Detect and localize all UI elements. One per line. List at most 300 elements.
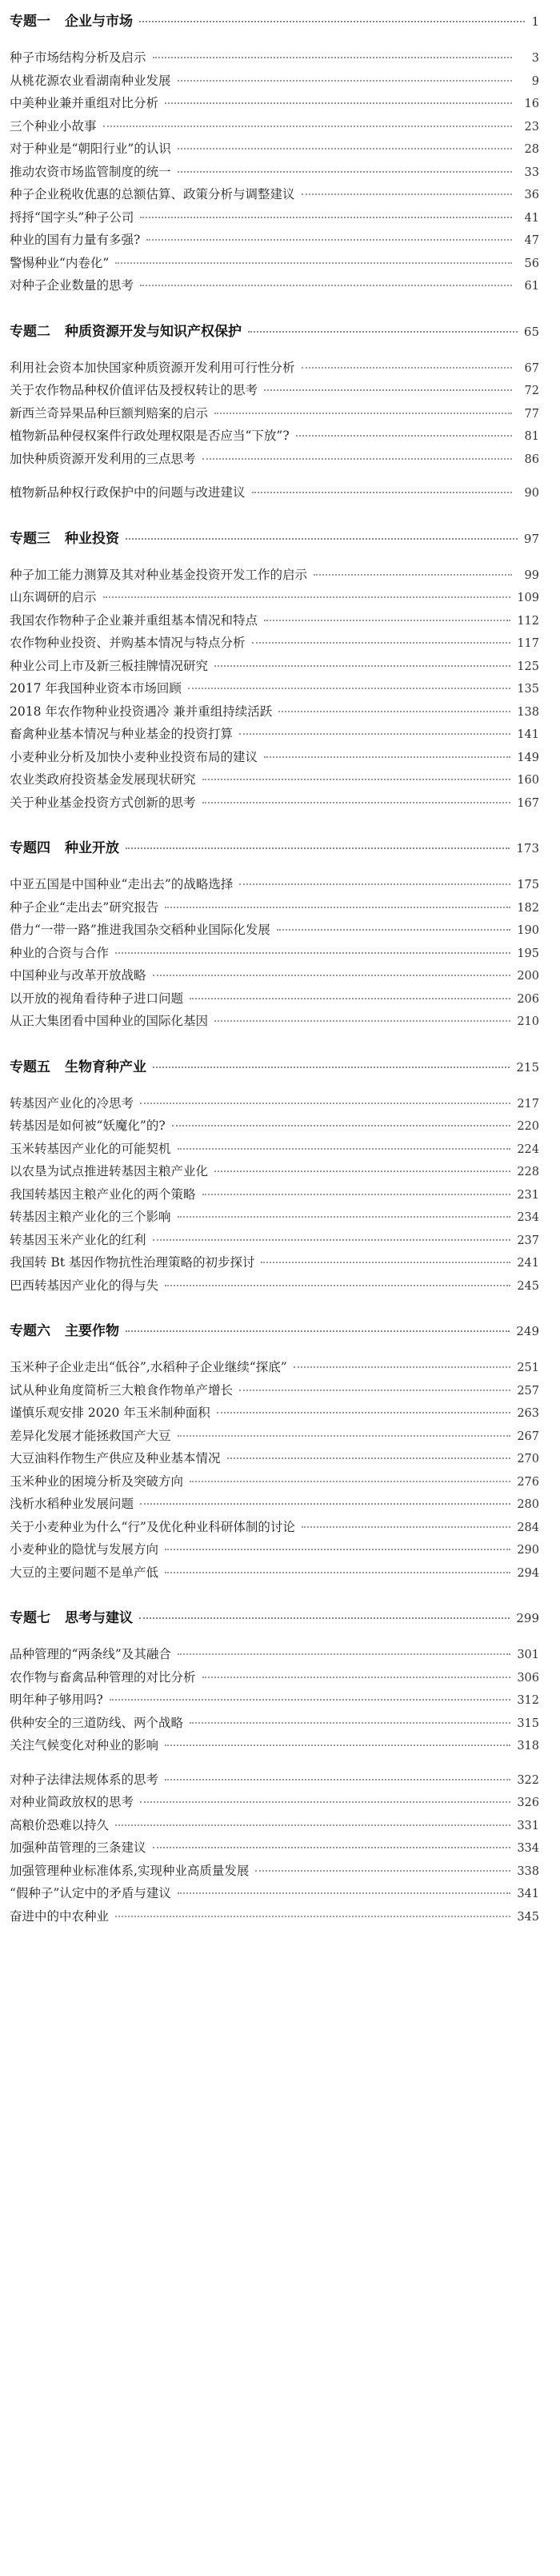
dot-leader bbox=[214, 413, 512, 414]
entry-title: 对种子企业数量的思考 bbox=[10, 278, 134, 293]
entry-page-number: 224 bbox=[517, 1142, 539, 1156]
entry-title: 2018 年农作物种业投资遇冷 兼并重组持续活跃 bbox=[10, 704, 273, 719]
group-spacer bbox=[10, 472, 539, 483]
toc-entry[interactable] bbox=[10, 162, 539, 185]
dot-leader bbox=[314, 574, 512, 576]
dot-leader bbox=[103, 126, 512, 127]
entry-page-number: 210 bbox=[517, 1015, 539, 1028]
entry-list bbox=[10, 48, 539, 299]
toc-entry[interactable] bbox=[10, 1816, 539, 1839]
entry-title: 巴西转基因产业化的得与失 bbox=[10, 1278, 159, 1293]
dot-leader bbox=[190, 1722, 510, 1724]
toc-section bbox=[10, 1606, 539, 1929]
entry-page-number: 280 bbox=[517, 1498, 539, 1511]
dot-leader bbox=[261, 1262, 510, 1263]
section-number: 专题六 bbox=[10, 1323, 50, 1339]
toc-entry[interactable] bbox=[10, 1713, 539, 1737]
section-title: 企业与市场 bbox=[65, 14, 133, 30]
toc-entry[interactable] bbox=[10, 1736, 539, 1759]
dot-leader bbox=[165, 1572, 510, 1573]
toc-entry[interactable] bbox=[10, 966, 539, 989]
section-number: 专题四 bbox=[10, 840, 50, 856]
entry-title: 转基因产业化的冷思考 bbox=[10, 1095, 134, 1111]
entry-list bbox=[10, 1358, 539, 1585]
dot-leader bbox=[165, 102, 512, 104]
entry-title: 种子市场结构分析及启示 bbox=[10, 50, 146, 65]
entry-page-number: 149 bbox=[517, 751, 539, 764]
entry-title: 以农垦为试点推进转基因主粮产业化 bbox=[10, 1164, 209, 1178]
toc-entry[interactable] bbox=[10, 1426, 539, 1449]
dot-leader bbox=[264, 389, 512, 391]
section-heading[interactable] bbox=[10, 320, 539, 352]
entry-title: 三个种业小故事 bbox=[10, 118, 97, 134]
dot-leader bbox=[178, 1435, 511, 1437]
entry-title: 2017 年我国种业资本市场回顾 bbox=[10, 681, 182, 696]
toc-entry[interactable] bbox=[10, 381, 539, 404]
entry-title: 浅析水稻种业发展问题 bbox=[10, 1497, 134, 1511]
toc-section bbox=[10, 527, 539, 816]
toc-section bbox=[10, 836, 539, 1035]
entry-title: 农作物与畜禽品种管理的对比分析 bbox=[10, 1669, 196, 1685]
toc-entry[interactable] bbox=[10, 1116, 539, 1139]
section-heading[interactable] bbox=[10, 1319, 539, 1351]
entry-page-number: 47 bbox=[524, 234, 539, 247]
toc-entry[interactable] bbox=[10, 1276, 539, 1299]
toc-entry[interactable] bbox=[10, 71, 539, 94]
toc-entry[interactable] bbox=[10, 1403, 539, 1426]
entry-page-number: 9 bbox=[531, 74, 539, 88]
entry-page-number: 263 bbox=[517, 1407, 539, 1420]
entry-page-number: 28 bbox=[524, 143, 539, 156]
entry-page-number: 322 bbox=[517, 1773, 539, 1787]
entry-title: 差异化发展才能拯救国产大豆 bbox=[10, 1428, 171, 1443]
toc-entry[interactable] bbox=[10, 449, 539, 473]
toc-entry[interactable] bbox=[10, 276, 539, 299]
dot-leader bbox=[202, 802, 511, 804]
toc-entry[interactable] bbox=[10, 139, 539, 162]
entry-title: 捋捋“国字头”种子公司 bbox=[10, 209, 134, 225]
dot-leader bbox=[178, 171, 512, 173]
toc-entry[interactable] bbox=[10, 793, 539, 816]
toc-entry[interactable] bbox=[10, 1094, 539, 1117]
section-number: 专题七 bbox=[10, 1610, 50, 1626]
toc-entry[interactable] bbox=[10, 1449, 539, 1472]
toc-entry[interactable] bbox=[10, 185, 539, 208]
dot-leader bbox=[248, 331, 518, 333]
entry-title: 我国转基因主粮产业化的两个策略 bbox=[10, 1186, 196, 1202]
toc-entry[interactable] bbox=[10, 117, 539, 140]
entry-page-number: 72 bbox=[524, 385, 539, 397]
toc-entry[interactable] bbox=[10, 724, 539, 748]
section-title: 思考与建议 bbox=[65, 1610, 133, 1626]
entry-title: 种子加工能力测算及其对种业基金投资开发工作的启示 bbox=[10, 567, 308, 582]
entry-page-number: 61 bbox=[524, 280, 539, 293]
dot-leader bbox=[165, 1285, 510, 1286]
toc-entry[interactable] bbox=[10, 1668, 539, 1691]
dot-leader bbox=[153, 1847, 511, 1848]
dot-leader bbox=[103, 596, 511, 598]
dot-leader bbox=[153, 1239, 511, 1241]
dot-leader bbox=[277, 929, 510, 931]
toc-entry[interactable] bbox=[10, 483, 539, 506]
toc-entry[interactable] bbox=[10, 48, 539, 71]
entry-page-number: 36 bbox=[524, 189, 539, 201]
toc-entry[interactable] bbox=[10, 1645, 539, 1668]
entry-title: 转基因是如何被“妖魔化”的? bbox=[10, 1119, 166, 1133]
entry-title: 种子企业税收优惠的总额估算、政策分析与调整建议 bbox=[10, 187, 295, 201]
toc-entry[interactable] bbox=[10, 1230, 539, 1254]
entry-title: 推动农资市场监管制度的统一 bbox=[10, 164, 171, 179]
entry-page-number: 117 bbox=[517, 637, 539, 650]
entry-list bbox=[10, 565, 539, 816]
dot-leader bbox=[202, 1677, 511, 1678]
entry-title: 品种管理的“两条线”及其融合 bbox=[10, 1647, 171, 1661]
toc-entry[interactable] bbox=[10, 358, 539, 381]
entry-title: 种业的国有力量有多强? bbox=[10, 233, 141, 247]
entry-title: 谨慎乐观安排 2020 年玉米制种面积 bbox=[10, 1406, 210, 1420]
toc-entry[interactable] bbox=[10, 1884, 539, 1907]
entry-page-number: 109 bbox=[517, 592, 539, 604]
section-heading[interactable] bbox=[10, 527, 539, 559]
entry-page-number: 112 bbox=[517, 614, 539, 628]
dot-leader bbox=[278, 711, 510, 712]
toc-entry[interactable] bbox=[10, 1472, 539, 1495]
toc-entry[interactable] bbox=[10, 1563, 539, 1586]
dot-leader bbox=[214, 1170, 510, 1172]
entry-page-number: 175 bbox=[517, 879, 539, 891]
entry-title: 利用社会资本加快国家种质资源开发利用可行性分析 bbox=[10, 360, 295, 375]
toc-entry[interactable] bbox=[10, 1540, 539, 1563]
dot-leader bbox=[165, 1549, 510, 1550]
section-page-number: 215 bbox=[516, 1059, 539, 1075]
dot-leader bbox=[264, 620, 510, 621]
entry-page-number: 245 bbox=[517, 1279, 539, 1293]
entry-page-number: 326 bbox=[517, 1796, 539, 1809]
entry-page-number: 56 bbox=[524, 257, 539, 270]
entry-page-number: 33 bbox=[524, 165, 539, 179]
entry-title: 山东调研的启示 bbox=[10, 590, 97, 604]
entry-page-number: 135 bbox=[517, 683, 539, 696]
entry-page-number: 3 bbox=[531, 52, 539, 65]
entry-title: 我国农作物种子企业兼并重组基本情况和特点 bbox=[10, 612, 258, 628]
dot-leader bbox=[296, 435, 512, 437]
entry-title: 中亚五国是中国种业“走出去”的战略选择 bbox=[10, 877, 234, 891]
toc-entry[interactable] bbox=[10, 1358, 539, 1381]
toc-entry[interactable] bbox=[10, 1861, 539, 1884]
entry-page-number: 220 bbox=[517, 1120, 539, 1133]
entry-page-number: 23 bbox=[524, 120, 539, 134]
entry-title: 高粮价恐难以持久 bbox=[10, 1817, 110, 1832]
dot-leader bbox=[190, 998, 510, 999]
entry-page-number: 270 bbox=[517, 1453, 539, 1465]
toc-entry[interactable] bbox=[10, 94, 539, 117]
entry-title: 农作物种业投资、并购基本情况与特点分析 bbox=[10, 636, 246, 650]
entry-title: 供种安全的三道防线、两个战略 bbox=[10, 1715, 184, 1730]
entry-title: 畜禽种业基本情况与种业基金的投资打算 bbox=[10, 727, 234, 741]
dot-leader bbox=[140, 1503, 510, 1505]
entry-title: 加强管理种业标准体系,实现种业高质量发展 bbox=[10, 1863, 250, 1878]
dot-leader bbox=[153, 975, 511, 976]
toc-entry[interactable] bbox=[10, 1162, 539, 1185]
entry-page-number: 141 bbox=[517, 728, 539, 741]
dot-leader bbox=[140, 285, 512, 286]
dot-leader bbox=[153, 57, 512, 58]
toc-entry[interactable] bbox=[10, 404, 539, 427]
toc-entry[interactable] bbox=[10, 426, 539, 449]
dot-leader bbox=[140, 1801, 510, 1803]
toc-entry[interactable] bbox=[10, 1185, 539, 1208]
dot-leader bbox=[126, 538, 518, 540]
entry-page-number: 257 bbox=[517, 1384, 539, 1398]
section-page-number: 65 bbox=[523, 324, 539, 339]
toc-entry[interactable] bbox=[10, 208, 539, 231]
entry-page-number: 284 bbox=[517, 1521, 539, 1534]
entry-title: 关于农作物品种权价值评估及授权转让的思考 bbox=[10, 383, 258, 397]
group-spacer bbox=[10, 1759, 539, 1770]
dot-leader bbox=[178, 1148, 511, 1150]
section-page-number: 97 bbox=[523, 531, 539, 546]
entry-title: 借力“一带一路”推进我国杂交稻种业国际化发展 bbox=[10, 923, 270, 937]
section-page-number: 249 bbox=[516, 1324, 539, 1338]
entry-title: “假种子”认定中的矛盾与建议 bbox=[10, 1886, 171, 1900]
entry-page-number: 345 bbox=[517, 1910, 539, 1924]
section-title: 主要作物 bbox=[65, 1323, 119, 1339]
section-title: 种质资源开发与知识产权保护 bbox=[65, 323, 242, 340]
dot-leader bbox=[139, 1617, 510, 1619]
dot-leader bbox=[115, 952, 510, 954]
entry-page-number: 338 bbox=[517, 1864, 539, 1878]
section-number: 专题五 bbox=[10, 1059, 50, 1075]
entry-page-number: 315 bbox=[517, 1717, 539, 1730]
entry-title: 从正大集团看中国种业的国际化基因 bbox=[10, 1014, 209, 1028]
dot-leader bbox=[188, 688, 510, 689]
section-heading[interactable] bbox=[10, 1606, 539, 1638]
entry-title: 小麦种业分析及加快小麦种业投资布局的建议 bbox=[10, 749, 258, 764]
section-number: 专题二 bbox=[10, 323, 50, 340]
toc-entry[interactable] bbox=[10, 1381, 539, 1404]
entry-title: 加快种质资源开发利用的三点思考 bbox=[10, 451, 196, 466]
section-heading[interactable] bbox=[10, 836, 539, 868]
dot-leader bbox=[202, 1194, 511, 1195]
toc-entry[interactable] bbox=[10, 633, 539, 656]
section-title: 生物育种产业 bbox=[65, 1059, 146, 1075]
entry-page-number: 16 bbox=[524, 98, 539, 110]
dot-leader bbox=[214, 1020, 510, 1022]
toc-entry[interactable] bbox=[10, 611, 539, 634]
entry-page-number: 81 bbox=[524, 430, 539, 443]
entry-page-number: 90 bbox=[524, 487, 539, 500]
entry-page-number: 167 bbox=[517, 796, 539, 810]
section-page-number: 173 bbox=[516, 841, 539, 855]
toc-section bbox=[10, 1319, 539, 1585]
entry-page-number: 331 bbox=[517, 1819, 539, 1832]
toc-entry[interactable] bbox=[10, 588, 539, 611]
toc-entry[interactable] bbox=[10, 898, 539, 921]
entry-page-number: 138 bbox=[517, 705, 539, 719]
dot-leader bbox=[239, 1390, 510, 1391]
entry-title: 植物新品种侵权案件行政处理权限是否应当“下放”? bbox=[10, 429, 290, 443]
entry-page-number: 234 bbox=[517, 1211, 539, 1224]
entry-list bbox=[10, 1645, 539, 1929]
entry-title: 关注气候变化对种业的影响 bbox=[10, 1738, 159, 1753]
entry-title: 种业公司上市及新三板挂牌情况研究 bbox=[10, 658, 209, 673]
toc-entry[interactable] bbox=[10, 748, 539, 771]
entry-page-number: 125 bbox=[517, 660, 539, 673]
dot-leader bbox=[202, 458, 512, 460]
dot-leader bbox=[153, 1067, 510, 1068]
dot-leader bbox=[140, 217, 512, 218]
dot-leader bbox=[302, 367, 512, 369]
dot-leader bbox=[139, 21, 525, 22]
toc-entry[interactable] bbox=[10, 989, 539, 1012]
entry-title: 小麦种业的隐忧与发展方向 bbox=[10, 1542, 159, 1557]
toc-section bbox=[10, 320, 539, 506]
entry-title: 种业的合资与合作 bbox=[10, 945, 110, 960]
toc-entry[interactable] bbox=[10, 1770, 539, 1793]
toc-entry[interactable] bbox=[10, 253, 539, 277]
toc-section bbox=[10, 10, 539, 299]
dot-leader bbox=[214, 665, 510, 667]
entry-page-number: 237 bbox=[517, 1234, 539, 1247]
entry-title: 大豆油料作物生产供应及种业基本情况 bbox=[10, 1451, 221, 1465]
section-heading[interactable] bbox=[10, 10, 539, 42]
entry-title: 对种子法律法规体系的思考 bbox=[10, 1772, 159, 1787]
toc-entry[interactable] bbox=[10, 943, 539, 967]
toc-entry[interactable] bbox=[10, 565, 539, 588]
toc-entry[interactable] bbox=[10, 770, 539, 793]
entry-title: 关于小麦种业为什么“行”及优化种业科研体制的讨论 bbox=[10, 1519, 295, 1534]
entry-page-number: 217 bbox=[517, 1097, 539, 1111]
toc-entry[interactable] bbox=[10, 702, 539, 725]
entry-title: 转基因玉米产业化的红利 bbox=[10, 1232, 146, 1247]
entry-title: 从桃花源农业看湖南种业发展 bbox=[10, 73, 171, 88]
toc-entry[interactable] bbox=[10, 1907, 539, 1930]
dot-leader bbox=[178, 80, 512, 82]
toc-entry[interactable] bbox=[10, 1253, 539, 1276]
entry-title: 试从种业角度简析三大粮食作物单产增长 bbox=[10, 1382, 234, 1398]
entry-page-number: 206 bbox=[517, 992, 539, 1006]
dot-leader bbox=[178, 1216, 511, 1218]
entry-page-number: 231 bbox=[517, 1188, 539, 1202]
dot-leader bbox=[165, 1745, 510, 1746]
toc-entry[interactable] bbox=[10, 230, 539, 253]
toc-entry[interactable] bbox=[10, 656, 539, 680]
entry-list bbox=[10, 1094, 539, 1299]
entry-title: 对于种业是“朝阳行业”的认识 bbox=[10, 142, 171, 156]
entry-title: 加强种苗管理的三条建议 bbox=[10, 1840, 146, 1855]
entry-page-number: 41 bbox=[524, 211, 539, 225]
dot-leader bbox=[178, 148, 512, 150]
entry-page-number: 276 bbox=[517, 1475, 539, 1489]
dot-leader bbox=[252, 492, 512, 493]
dot-leader bbox=[264, 756, 510, 758]
entry-page-number: 312 bbox=[517, 1694, 539, 1707]
toc-entry[interactable] bbox=[10, 875, 539, 898]
toc-entry[interactable] bbox=[10, 1690, 539, 1713]
entry-title: 转基因主粮产业化的三个影响 bbox=[10, 1210, 171, 1224]
section-heading[interactable] bbox=[10, 1055, 539, 1087]
entry-page-number: 267 bbox=[517, 1430, 539, 1443]
entry-title: 中美种业兼并重组对比分析 bbox=[10, 96, 159, 110]
toc-entry[interactable] bbox=[10, 920, 539, 943]
dot-leader bbox=[190, 1481, 510, 1482]
dot-leader bbox=[252, 642, 511, 644]
entry-title: 警惕种业“内卷化” bbox=[10, 255, 110, 270]
dot-leader bbox=[239, 883, 510, 885]
dot-leader bbox=[146, 239, 512, 241]
dot-leader bbox=[115, 1824, 510, 1826]
entry-page-number: 341 bbox=[517, 1888, 539, 1900]
dot-leader bbox=[140, 1103, 510, 1104]
dot-leader bbox=[217, 1412, 511, 1414]
dot-leader bbox=[178, 1892, 510, 1894]
toc-section bbox=[10, 1055, 539, 1299]
entry-title: 农业类政府投资基金发展现状研究 bbox=[10, 772, 196, 787]
entry-page-number: 195 bbox=[517, 947, 539, 960]
toc-entry[interactable] bbox=[10, 1517, 539, 1541]
dot-leader bbox=[126, 847, 510, 849]
entry-title: 玉米转基因产业化的可能契机 bbox=[10, 1141, 171, 1156]
entry-page-number: 190 bbox=[517, 924, 539, 937]
dot-leader bbox=[255, 1870, 510, 1872]
toc-entry[interactable] bbox=[10, 1494, 539, 1517]
dot-leader bbox=[172, 1125, 511, 1127]
toc-entry[interactable] bbox=[10, 679, 539, 702]
section-title: 种业开放 bbox=[65, 840, 119, 856]
section-page-number: 299 bbox=[516, 1611, 539, 1625]
section-title: 种业投资 bbox=[65, 530, 119, 547]
entry-title: 奋进中的中农种业 bbox=[10, 1908, 110, 1924]
dot-leader bbox=[126, 1330, 510, 1332]
dot-leader bbox=[115, 1916, 510, 1917]
toc-entry[interactable] bbox=[10, 1838, 539, 1861]
entry-page-number: 251 bbox=[517, 1362, 539, 1374]
entry-title: 我国转 Bt 基因作物抗性治理策略的初步探讨 bbox=[10, 1255, 255, 1270]
entry-page-number: 67 bbox=[524, 361, 539, 375]
entry-title: 种子企业“走出去”研究报告 bbox=[10, 899, 159, 915]
entry-title: 植物新品种权行政保护中的问题与改进建议 bbox=[10, 485, 246, 500]
entry-title: 关于种业基金投资方式创新的思考 bbox=[10, 795, 196, 810]
entry-page-number: 318 bbox=[517, 1740, 539, 1753]
entry-page-number: 334 bbox=[517, 1842, 539, 1855]
entry-page-number: 306 bbox=[517, 1671, 539, 1685]
entry-page-number: 290 bbox=[517, 1544, 539, 1557]
dot-leader bbox=[202, 779, 511, 780]
entry-page-number: 294 bbox=[517, 1566, 539, 1580]
entry-title: 大豆的主要问题不是单产低 bbox=[10, 1565, 159, 1580]
dot-leader bbox=[115, 262, 512, 264]
entry-title: 以开放的视角看待种子进口问题 bbox=[10, 991, 184, 1006]
toc-entry[interactable] bbox=[10, 1139, 539, 1162]
entry-page-number: 200 bbox=[517, 970, 539, 983]
entry-page-number: 160 bbox=[517, 774, 539, 787]
toc-entry[interactable] bbox=[10, 1011, 539, 1035]
dot-leader bbox=[227, 1457, 511, 1459]
entry-title: 对种业简政放权的思考 bbox=[10, 1795, 134, 1809]
dot-leader bbox=[165, 1779, 510, 1780]
toc-entry[interactable] bbox=[10, 1207, 539, 1230]
entry-title: 明年种子够用吗? bbox=[10, 1693, 103, 1707]
entry-list bbox=[10, 358, 539, 506]
section-number: 专题一 bbox=[10, 14, 50, 30]
entry-page-number: 182 bbox=[517, 901, 539, 915]
entry-title: 中国种业与改革开放战略 bbox=[10, 968, 146, 983]
entry-title: 玉米种业的困境分析及突破方向 bbox=[10, 1473, 184, 1489]
dot-leader bbox=[302, 193, 512, 195]
entry-title: 新西兰奇异果品种巨额判赔案的启示 bbox=[10, 405, 209, 421]
toc-entry[interactable] bbox=[10, 1792, 539, 1816]
dot-leader bbox=[239, 733, 510, 735]
